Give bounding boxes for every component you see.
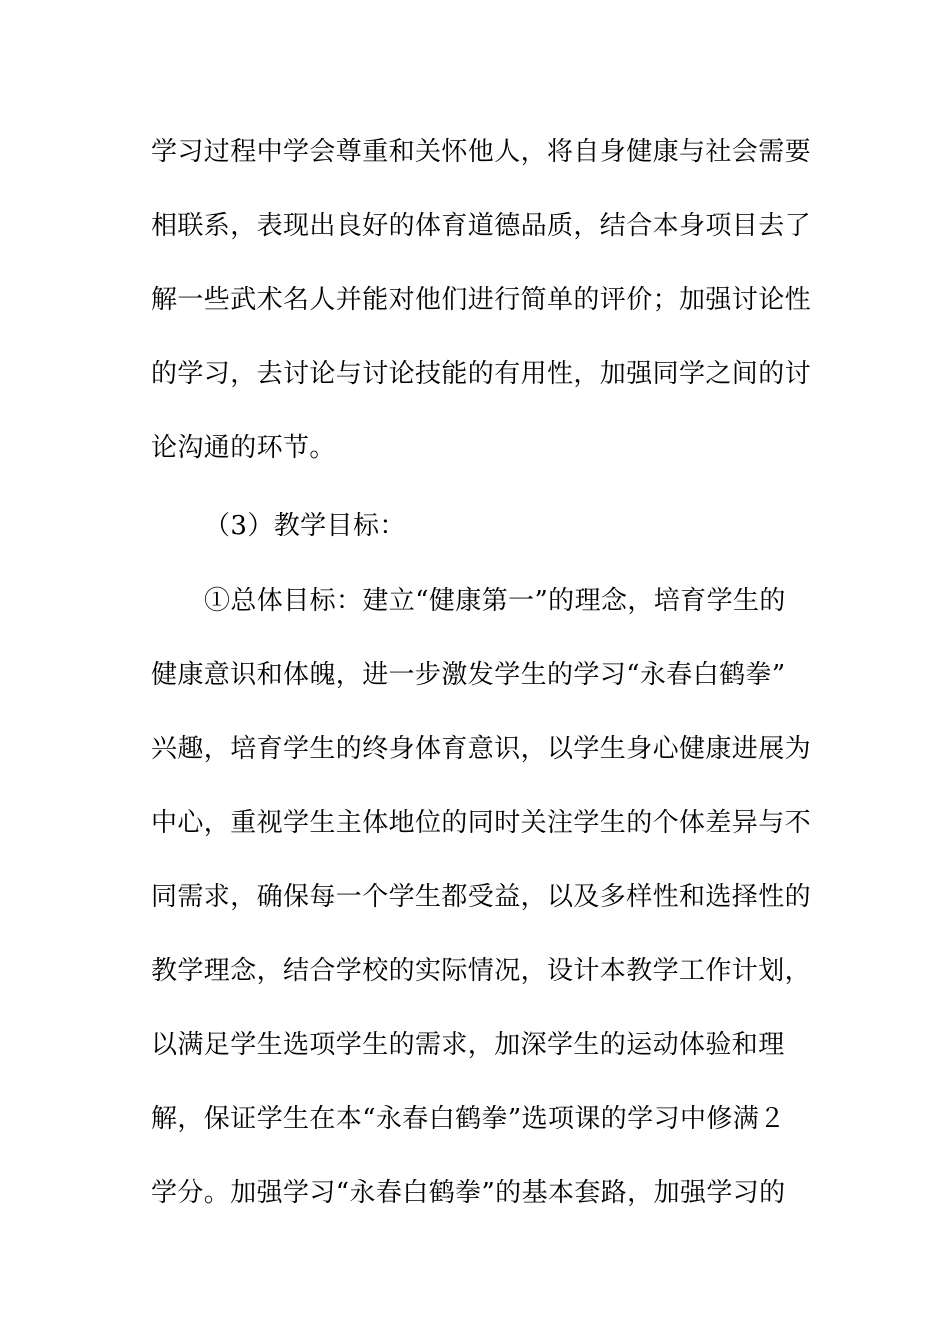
text-line: 健康意识和体魄，进一步激发学生的学习“永春白鹤拳” [151,660,786,690]
section-heading: （3）教学目标： [204,511,406,541]
text-line: 同需求，确保每一个学生都受益，以及多样性和选择性的 [151,882,812,912]
text-line: 以满足学生选项学生的需求，加深学生的运动体验和理 [151,1030,785,1060]
text-line: 论沟通的环节。 [151,433,336,463]
text-line: 学分。加强学习“永春白鹤拳”的基本套路，加强学习的 [151,1178,786,1208]
text-line: 兴趣，培育学生的终身体育意识，以学生身心健康进展为 [151,734,812,764]
text-line: 的学习，去讨论与讨论技能的有用性，加强同学之间的讨 [151,359,812,389]
text-line: 学习过程中学会尊重和关怀他人，将自身健康与社会需要 [151,137,812,167]
paragraph-first-line: ①总体目标：建立“健康第一”的理念，培育学生的 [204,586,786,616]
text-line: 解，保证学生在本“永春白鹤拳”选项课的学习中修满２ [151,1104,786,1134]
text-line: 中心，重视学生主体地位的同时关注学生的个体差异与不 [151,808,812,838]
text-line: 教学理念，结合学校的实际情况，设计本教学工作计划， [151,956,812,986]
text-line: 解一些武术名人并能对他们进行简单的评价；加强讨论性 [151,285,812,315]
text-line: 相联系，表现出良好的体育道德品质，结合本身项目去了 [151,211,812,241]
